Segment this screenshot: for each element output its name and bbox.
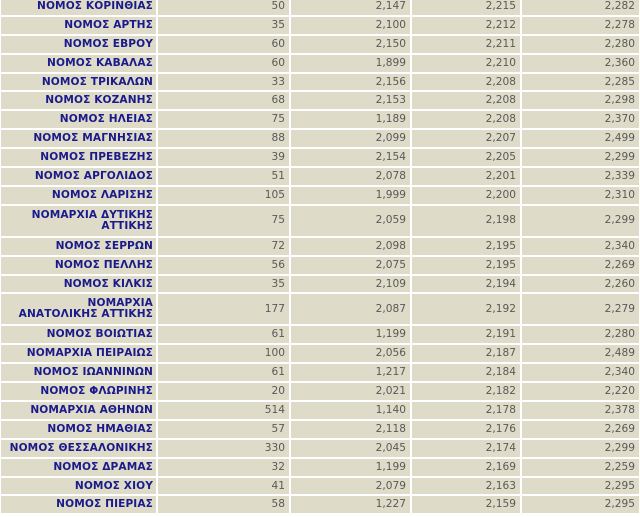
- table-row: [1, 345, 639, 362]
- table-row: [1, 36, 639, 53]
- value-col-3: 2,299: [522, 206, 639, 236]
- value-col-3: 2,282: [522, 0, 639, 15]
- station-count: 60: [158, 36, 289, 53]
- value-col-2: 2,194: [412, 276, 520, 293]
- station-count: 88: [158, 130, 289, 147]
- value-col-1: 2,109: [291, 276, 410, 293]
- value-col-3: 2,339: [522, 168, 639, 185]
- prefecture-name-line-2: ΑΝΑΤΟΛΙΚΗΣ ΑΤΤΙΚΗΣ: [18, 308, 153, 321]
- station-count: 35: [158, 17, 289, 34]
- prefecture-name-link[interactable]: ΝΟΜΟΣ ΜΑΓΝΗΣΙΑΣ: [1, 130, 156, 147]
- prefecture-name-line-2: ΑΤΤΙΚΗΣ: [101, 219, 153, 232]
- prefecture-name-link[interactable]: ΝΟΜΟΣ ΑΡΓΟΛΙΔΟΣ: [1, 168, 156, 185]
- value-col-3: 2,279: [522, 294, 639, 324]
- value-col-3: 2,280: [522, 326, 639, 343]
- value-col-2: 2,200: [412, 187, 520, 204]
- value-col-1: 2,098: [291, 238, 410, 255]
- prefecture-name-link[interactable]: ΝΟΜΟΣ ΑΡΤΗΣ: [1, 17, 156, 34]
- station-count: 33: [158, 74, 289, 91]
- station-count: 50: [158, 0, 289, 15]
- value-col-1: 2,056: [291, 345, 410, 362]
- table-row: [1, 421, 639, 438]
- station-count: 41: [158, 478, 289, 495]
- value-col-2: 2,208: [412, 92, 520, 109]
- value-col-3: 2,298: [522, 92, 639, 109]
- value-col-2: 2,208: [412, 111, 520, 128]
- prefecture-name-link[interactable]: ΝΟΜΟΣ ΦΛΩΡΙΝΗΣ: [1, 383, 156, 400]
- station-count: 35: [158, 276, 289, 293]
- value-col-1: 1,189: [291, 111, 410, 128]
- table-row: [1, 459, 639, 476]
- station-count: 57: [158, 421, 289, 438]
- prefecture-name-link[interactable]: ΝΟΜΑΡΧΙΑ ΠΕΙΡΑΙΩΣ: [1, 345, 156, 362]
- value-col-2: 2,207: [412, 130, 520, 147]
- prefecture-name-link[interactable]: [1, 294, 156, 324]
- table-body: [1, 0, 639, 513]
- value-col-2: 2,159: [412, 496, 520, 513]
- value-col-1: 2,021: [291, 383, 410, 400]
- station-count: 177: [158, 294, 289, 324]
- prefecture-name-line-1: ΝΟΜΑΡΧΙΑ: [87, 297, 153, 310]
- value-col-3: 2,310: [522, 187, 639, 204]
- value-col-1: 2,059: [291, 206, 410, 236]
- table-row: [1, 276, 639, 293]
- value-col-1: 1,227: [291, 496, 410, 513]
- value-col-3: 2,269: [522, 421, 639, 438]
- prefecture-name-link[interactable]: ΝΟΜΟΣ ΚΑΒΑΛΑΣ: [1, 55, 156, 72]
- value-col-2: 2,205: [412, 149, 520, 166]
- station-count: 75: [158, 111, 289, 128]
- value-col-3: 2,299: [522, 149, 639, 166]
- station-count: 72: [158, 238, 289, 255]
- value-col-1: 2,075: [291, 257, 410, 274]
- value-col-2: 2,198: [412, 206, 520, 236]
- value-col-1: 2,045: [291, 440, 410, 457]
- prefecture-name-link[interactable]: ΝΟΜΟΣ ΗΜΑΘΙΑΣ: [1, 421, 156, 438]
- value-col-1: 2,118: [291, 421, 410, 438]
- value-col-2: 2,195: [412, 238, 520, 255]
- station-count: 514: [158, 402, 289, 419]
- value-col-1: 1,899: [291, 55, 410, 72]
- value-col-3: 2,370: [522, 111, 639, 128]
- value-col-2: 2,192: [412, 294, 520, 324]
- value-col-2: 2,212: [412, 17, 520, 34]
- value-col-1: 1,199: [291, 459, 410, 476]
- station-count: 20: [158, 383, 289, 400]
- value-col-3: 2,378: [522, 402, 639, 419]
- value-col-3: 2,259: [522, 459, 639, 476]
- prefecture-name-link[interactable]: ΝΟΜΟΣ ΔΡΑΜΑΣ: [1, 459, 156, 476]
- prefecture-name-link[interactable]: [1, 206, 156, 236]
- prefecture-name-link[interactable]: ΝΟΜΟΣ ΠΙΕΡΙΑΣ: [1, 496, 156, 513]
- table-row: [1, 383, 639, 400]
- station-count: 75: [158, 206, 289, 236]
- table-row: [1, 206, 639, 236]
- table-row: [1, 149, 639, 166]
- value-col-3: 2,220: [522, 383, 639, 400]
- station-count: 61: [158, 326, 289, 343]
- value-col-2: 2,169: [412, 459, 520, 476]
- value-col-3: 2,499: [522, 130, 639, 147]
- value-col-1: 2,100: [291, 17, 410, 34]
- value-col-3: 2,295: [522, 478, 639, 495]
- table-row: [1, 55, 639, 72]
- table-row: [1, 402, 639, 419]
- prefecture-name-link[interactable]: ΝΟΜΟΣ ΗΛΕΙΑΣ: [1, 111, 156, 128]
- prefecture-name-link[interactable]: ΝΟΜΟΣ ΠΡΕΒΕΖΗΣ: [1, 149, 156, 166]
- table-row: [1, 187, 639, 204]
- table-row: [1, 111, 639, 128]
- value-col-2: 2,191: [412, 326, 520, 343]
- value-col-3: 2,295: [522, 496, 639, 513]
- prefecture-name-link[interactable]: ΝΟΜΟΣ ΚΙΛΚΙΣ: [1, 276, 156, 293]
- station-count: 58: [158, 496, 289, 513]
- prefecture-name-link[interactable]: ΝΟΜΟΣ ΚΟΡΙΝΘΙΑΣ: [1, 0, 156, 15]
- value-col-2: 2,182: [412, 383, 520, 400]
- value-col-3: 2,269: [522, 257, 639, 274]
- table-row: [1, 0, 639, 15]
- value-col-3: 2,299: [522, 440, 639, 457]
- table-row: [1, 478, 639, 495]
- prefecture-name-link[interactable]: ΝΟΜΟΣ ΕΒΡΟΥ: [1, 36, 156, 53]
- station-count: 61: [158, 364, 289, 381]
- value-col-3: 2,260: [522, 276, 639, 293]
- table-row: [1, 238, 639, 255]
- value-col-2: 2,187: [412, 345, 520, 362]
- value-col-2: 2,211: [412, 36, 520, 53]
- value-col-2: 2,184: [412, 364, 520, 381]
- value-col-3: 2,280: [522, 36, 639, 53]
- value-col-3: 2,360: [522, 55, 639, 72]
- table-row: [1, 364, 639, 381]
- value-col-3: 2,340: [522, 364, 639, 381]
- value-col-3: 2,340: [522, 238, 639, 255]
- value-col-1: 1,999: [291, 187, 410, 204]
- prefecture-name-link[interactable]: ΝΟΜΟΣ ΤΡΙΚΑΛΩΝ: [1, 74, 156, 91]
- station-count: 56: [158, 257, 289, 274]
- value-col-1: 1,140: [291, 402, 410, 419]
- station-count: 32: [158, 459, 289, 476]
- value-col-2: 2,201: [412, 168, 520, 185]
- station-count: 51: [158, 168, 289, 185]
- value-col-2: 2,210: [412, 55, 520, 72]
- value-col-1: 2,147: [291, 0, 410, 15]
- table-row: [1, 257, 639, 274]
- prefecture-name-line-1: ΝΟΜΑΡΧΙΑ ΔΥΤΙΚΗΣ: [31, 208, 153, 221]
- value-col-3: 2,285: [522, 74, 639, 91]
- value-col-1: 2,153: [291, 92, 410, 109]
- value-col-1: 2,150: [291, 36, 410, 53]
- station-count: 100: [158, 345, 289, 362]
- value-col-1: 1,217: [291, 364, 410, 381]
- station-count: 39: [158, 149, 289, 166]
- prefecture-name-link[interactable]: ΝΟΜΟΣ ΛΑΡΙΣΗΣ: [1, 187, 156, 204]
- table-row: [1, 294, 639, 324]
- table-row: [1, 496, 639, 513]
- prefecture-name-link[interactable]: ΝΟΜΟΣ ΙΩΑΝΝΙΝΩΝ: [1, 364, 156, 381]
- station-count: 68: [158, 92, 289, 109]
- station-count: 330: [158, 440, 289, 457]
- prefecture-name-link[interactable]: ΝΟΜΟΣ ΧΙΟΥ: [1, 478, 156, 495]
- table-row: [1, 168, 639, 185]
- value-col-2: 2,195: [412, 257, 520, 274]
- table-row: [1, 17, 639, 34]
- table-row: [1, 92, 639, 109]
- table-row: [1, 130, 639, 147]
- prefecture-name-link[interactable]: ΝΟΜΟΣ ΚΟΖΑΝΗΣ: [1, 92, 156, 109]
- prefecture-name-link[interactable]: ΝΟΜΟΣ ΘΕΣΣΑΛΟΝΙΚΗΣ: [1, 440, 156, 457]
- prefecture-name-link[interactable]: ΝΟΜΑΡΧΙΑ ΑΘΗΝΩΝ: [1, 402, 156, 419]
- value-col-3: 2,278: [522, 17, 639, 34]
- value-col-1: 2,087: [291, 294, 410, 324]
- table-row: [1, 440, 639, 457]
- value-col-1: 2,099: [291, 130, 410, 147]
- value-col-1: 2,079: [291, 478, 410, 495]
- value-col-2: 2,215: [412, 0, 520, 15]
- value-col-2: 2,176: [412, 421, 520, 438]
- value-col-3: 2,489: [522, 345, 639, 362]
- station-count: 60: [158, 55, 289, 72]
- prefecture-name-link[interactable]: ΝΟΜΟΣ ΒΟΙΩΤΙΑΣ: [1, 326, 156, 343]
- prefecture-name-link[interactable]: ΝΟΜΟΣ ΣΕΡΡΩΝ: [1, 238, 156, 255]
- value-col-2: 2,174: [412, 440, 520, 457]
- station-count: 105: [158, 187, 289, 204]
- value-col-2: 2,208: [412, 74, 520, 91]
- value-col-1: 2,154: [291, 149, 410, 166]
- value-col-2: 2,163: [412, 478, 520, 495]
- value-col-1: 2,156: [291, 74, 410, 91]
- value-col-2: 2,178: [412, 402, 520, 419]
- prefecture-name-link[interactable]: ΝΟΜΟΣ ΠΕΛΛΗΣ: [1, 257, 156, 274]
- value-col-1: 2,078: [291, 168, 410, 185]
- table-row: [1, 74, 639, 91]
- value-col-1: 1,199: [291, 326, 410, 343]
- table-row: [1, 326, 639, 343]
